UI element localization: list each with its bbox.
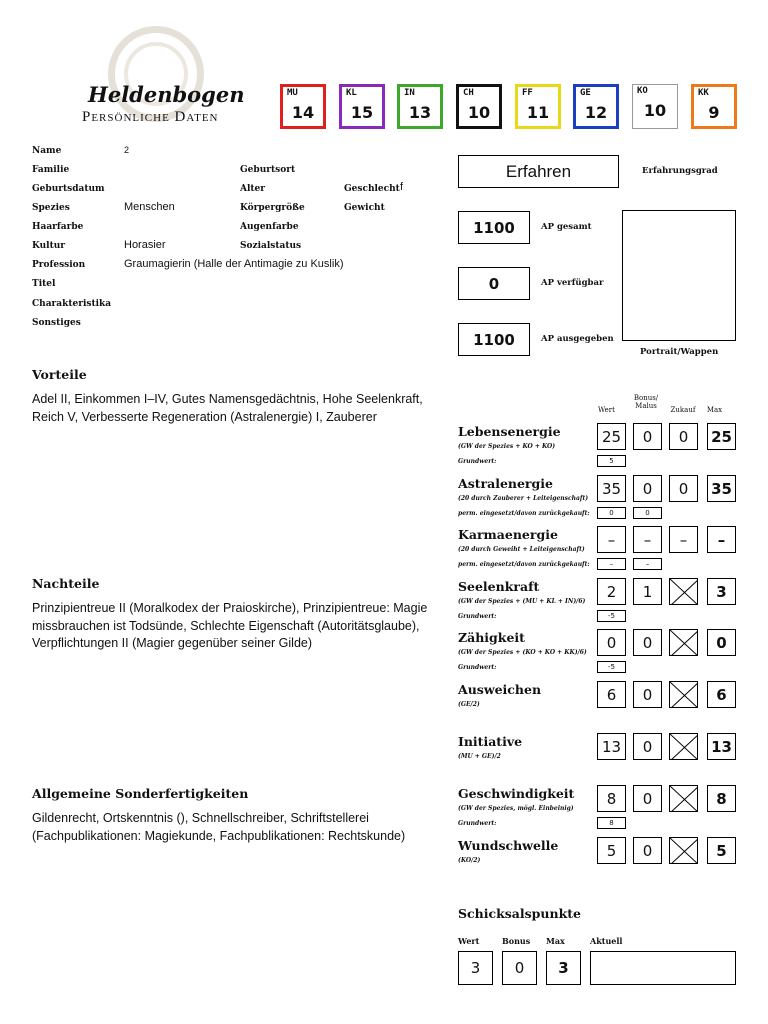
- attribute-ge[interactable]: [573, 84, 619, 129]
- le-wert[interactable]: 25: [597, 423, 626, 450]
- ae-perm-spent[interactable]: 0: [597, 507, 626, 519]
- sk-max[interactable]: 3: [707, 578, 736, 605]
- attribute-label: KO: [637, 86, 648, 96]
- label-geschlecht: Geschlecht: [344, 184, 400, 194]
- le-name: Lebensenergie: [458, 424, 561, 439]
- le-max[interactable]: 25: [707, 423, 736, 450]
- ap-available-value: 0: [488, 274, 500, 293]
- ap-spent-value: 1100: [473, 330, 515, 349]
- le-bonus[interactable]: 0: [633, 423, 662, 450]
- aw-formula: (GE/2): [458, 701, 480, 708]
- ae-name: Astralenergie: [458, 476, 553, 491]
- ws-bonus[interactable]: 0: [633, 837, 662, 864]
- ws-name: Wundschwelle: [458, 838, 559, 853]
- ap-total-label: AP gesamt: [541, 222, 592, 232]
- gs-grundwert[interactable]: 8: [597, 817, 626, 829]
- sk-zukauf-crossed-icon: [669, 578, 698, 605]
- portrait-label: Portrait/Wappen: [640, 347, 719, 357]
- label-familie: Familie: [32, 165, 70, 175]
- label-geburtsort: Geburtsort: [240, 165, 296, 175]
- attribute-value: 10: [467, 103, 491, 122]
- label-gewicht: Gewicht: [344, 203, 385, 213]
- attribute-label: KL: [346, 88, 357, 98]
- ke-bonus[interactable]: –: [633, 526, 662, 553]
- sk-name: Seelenkraft: [458, 579, 540, 594]
- label-profession: Profession: [32, 260, 86, 270]
- aw-zukauf-crossed-icon: [669, 681, 698, 708]
- attribute-label: CH: [463, 88, 474, 98]
- ae-max[interactable]: 35: [707, 475, 736, 502]
- ws-wert[interactable]: 5: [597, 837, 626, 864]
- nachteile-text: Prinzipientreue II (Moralkodex der Praioskirche), Prinzipientreue: Magie missbrauchen ist Todsünde, Schlechte Eigenschaft (Autoritätsglaube), Verpflichtungen II (Magier gegenüber seiner Gilde): [32, 601, 428, 650]
- value-geschlecht[interactable]: f: [400, 181, 404, 193]
- ap-spent-field[interactable]: [458, 323, 530, 356]
- ke-perm-bought-back[interactable]: –: [633, 558, 662, 570]
- ap-total-value: 1100: [473, 218, 515, 237]
- schicksal-bonus-label: Bonus: [502, 936, 531, 946]
- attribute-in[interactable]: [397, 84, 443, 129]
- attribute-label: IN: [404, 88, 415, 98]
- ini-name: Initiative: [458, 734, 523, 749]
- sf-title: Allgemeine Sonderfertigkeiten: [32, 786, 249, 801]
- sk-bonus[interactable]: 1: [633, 578, 662, 605]
- attribute-ff[interactable]: [515, 84, 561, 129]
- schicksal-aktuell[interactable]: [590, 951, 736, 985]
- schicksal-bonus[interactable]: 0: [502, 951, 537, 985]
- ws-formula: (KO/2): [458, 857, 481, 864]
- le-small-label: Grundwert:: [458, 458, 497, 465]
- label-augenfarbe: Augenfarbe: [240, 222, 299, 232]
- value-spezies[interactable]: Menschen: [124, 201, 175, 213]
- le-formula: (GW der Spezies + KO + KO): [458, 443, 556, 450]
- value-name[interactable]: 2: [124, 145, 130, 155]
- label-sozialstatus: Sozialstatus: [240, 241, 302, 251]
- label-alter: Alter: [240, 184, 266, 194]
- ae-formula: (20 durch Zauberer + Leiteigenschaft): [458, 495, 589, 502]
- ap-total-field[interactable]: [458, 211, 530, 244]
- value-profession[interactable]: Graumagierin (Halle der Antimagie zu Kuslik): [124, 258, 344, 270]
- gs-small-label: Grundwert:: [458, 820, 497, 827]
- ap-available-label: AP verfügbar: [541, 278, 604, 288]
- attribute-value: 13: [408, 103, 432, 122]
- le-grundwert[interactable]: 5: [597, 455, 626, 467]
- ke-formula: (20 durch Geweiht + Leiteigenschaft): [458, 546, 585, 553]
- ini-wert[interactable]: 13: [597, 733, 626, 760]
- ap-spent-label: AP ausgegeben: [541, 334, 614, 344]
- ke-max[interactable]: –: [707, 526, 736, 553]
- zk-bonus[interactable]: 0: [633, 629, 662, 656]
- ini-bonus[interactable]: 0: [633, 733, 662, 760]
- ini-zukauf-crossed-icon: [669, 733, 698, 760]
- ae-small-label: perm. eingesetzt/davon zurückgekauft:: [458, 510, 590, 517]
- ae-wert[interactable]: 35: [597, 475, 626, 502]
- attribute-value: 14: [291, 103, 315, 122]
- ws-zukauf-crossed-icon: [669, 837, 698, 864]
- gs-name: Geschwindigkeit: [458, 786, 575, 801]
- attribute-kl[interactable]: [339, 84, 385, 129]
- col-zukauf: Zukauf: [670, 406, 696, 414]
- attribute-ko[interactable]: [632, 84, 678, 129]
- value-kultur[interactable]: Horasier: [124, 239, 166, 251]
- ae-bonus[interactable]: 0: [633, 475, 662, 502]
- label-spezies: Spezies: [32, 203, 70, 213]
- ap-available-field[interactable]: [458, 267, 530, 300]
- schicksal-title: Schicksalspunkte: [458, 906, 581, 921]
- label-haarfarbe: Haarfarbe: [32, 222, 84, 232]
- attribute-label: KK: [698, 88, 709, 98]
- attribute-value: 11: [526, 103, 550, 122]
- attribute-value: 15: [350, 103, 374, 122]
- label-sonstiges: Sonstiges: [32, 318, 81, 328]
- attribute-label: GE: [580, 88, 591, 98]
- nachteile-title: Nachteile: [32, 576, 100, 591]
- attribute-mu[interactable]: [280, 84, 326, 129]
- sf-text: Gildenrecht, Ortskenntnis (), Schnellschreiber, Schriftstellerei (Fachpublikationen: Magiekunde, Fachpublikationen: Rechtskunde): [32, 811, 406, 843]
- label-koerpergroesse: Körpergröße: [240, 203, 305, 213]
- aw-wert[interactable]: 6: [597, 681, 626, 708]
- ae-perm-bought-back[interactable]: 0: [633, 507, 662, 519]
- ke-small-label: perm. eingesetzt/davon zurückgekauft:: [458, 561, 590, 568]
- zk-grundwert[interactable]: -5: [597, 661, 626, 673]
- sk-small-label: Grundwert:: [458, 613, 497, 620]
- attribute-label: FF: [522, 88, 533, 98]
- vorteile-text: Adel II, Einkommen I–IV, Gutes Namensgedächtnis, Hohe Seelenkraft, Reich V, Verbesserte Regeneration (Astralenergie) I, Zauberer: [32, 392, 423, 424]
- gs-wert[interactable]: 8: [597, 785, 626, 812]
- gs-formula: (GW der Spezies, mögl. Einbeinig): [458, 805, 574, 812]
- zk-max[interactable]: 0: [707, 629, 736, 656]
- attribute-value: 9: [708, 103, 720, 122]
- ke-zukauf[interactable]: –: [669, 526, 698, 553]
- zk-small-label: Grundwert:: [458, 664, 497, 671]
- experience-level-field[interactable]: [458, 155, 619, 188]
- ke-name: Karmaenergie: [458, 527, 558, 542]
- attribute-label: MU: [287, 88, 298, 98]
- label-charakteristika: Charakteristika: [32, 299, 112, 309]
- ae-zukauf[interactable]: 0: [669, 475, 698, 502]
- schicksal-aktuell-label: Aktuell: [590, 936, 623, 946]
- ws-max[interactable]: 5: [707, 837, 736, 864]
- experience-level-label: Erfahrungsgrad: [642, 166, 718, 176]
- ke-wert[interactable]: –: [597, 526, 626, 553]
- gs-zukauf-crossed-icon: [669, 785, 698, 812]
- zk-zukauf-crossed-icon: [669, 629, 698, 656]
- sk-formula: (GW der Spezies + (MU + KL + IN)/6): [458, 598, 586, 605]
- ini-max[interactable]: 13: [707, 733, 736, 760]
- label-name: Name: [32, 146, 62, 156]
- schicksal-wert-label: Wert: [458, 936, 480, 946]
- label-geburtsdatum: Geburtsdatum: [32, 184, 105, 194]
- sk-grundwert[interactable]: -5: [597, 610, 626, 622]
- label-kultur: Kultur: [32, 241, 66, 251]
- gs-max[interactable]: 8: [707, 785, 736, 812]
- zk-name: Zähigkeit: [458, 630, 525, 645]
- vorteile-title: Vorteile: [32, 367, 87, 382]
- schicksal-wert[interactable]: 3: [458, 951, 493, 985]
- page-subtitle: Persönliche Daten: [82, 109, 219, 125]
- attribute-value: 10: [643, 101, 667, 120]
- sk-wert[interactable]: 2: [597, 578, 626, 605]
- col-wert: Wert: [598, 406, 615, 414]
- page-title: Heldenbogen: [88, 82, 245, 107]
- col-bonus: Bonus/ Malus: [633, 394, 659, 410]
- attribute-kk[interactable]: [691, 84, 737, 129]
- ke-perm-spent[interactable]: –: [597, 558, 626, 570]
- aw-max[interactable]: 6: [707, 681, 736, 708]
- le-zukauf[interactable]: 0: [669, 423, 698, 450]
- schicksal-max[interactable]: 3: [546, 951, 581, 985]
- attribute-ch[interactable]: [456, 84, 502, 129]
- zk-wert[interactable]: 0: [597, 629, 626, 656]
- schicksal-max-label: Max: [546, 936, 565, 946]
- aw-name: Ausweichen: [458, 682, 542, 697]
- label-titel: Titel: [32, 279, 56, 289]
- zk-formula: (GW der Spezies + (KO + KO + KK)/6): [458, 649, 587, 656]
- gs-bonus[interactable]: 0: [633, 785, 662, 812]
- aw-bonus[interactable]: 0: [633, 681, 662, 708]
- ini-formula: (MU + GE)/2: [458, 753, 501, 760]
- experience-level-value: Erfahren: [505, 161, 572, 181]
- attribute-value: 12: [584, 103, 608, 122]
- portrait-frame[interactable]: [622, 210, 736, 341]
- col-max: Max: [706, 406, 723, 414]
